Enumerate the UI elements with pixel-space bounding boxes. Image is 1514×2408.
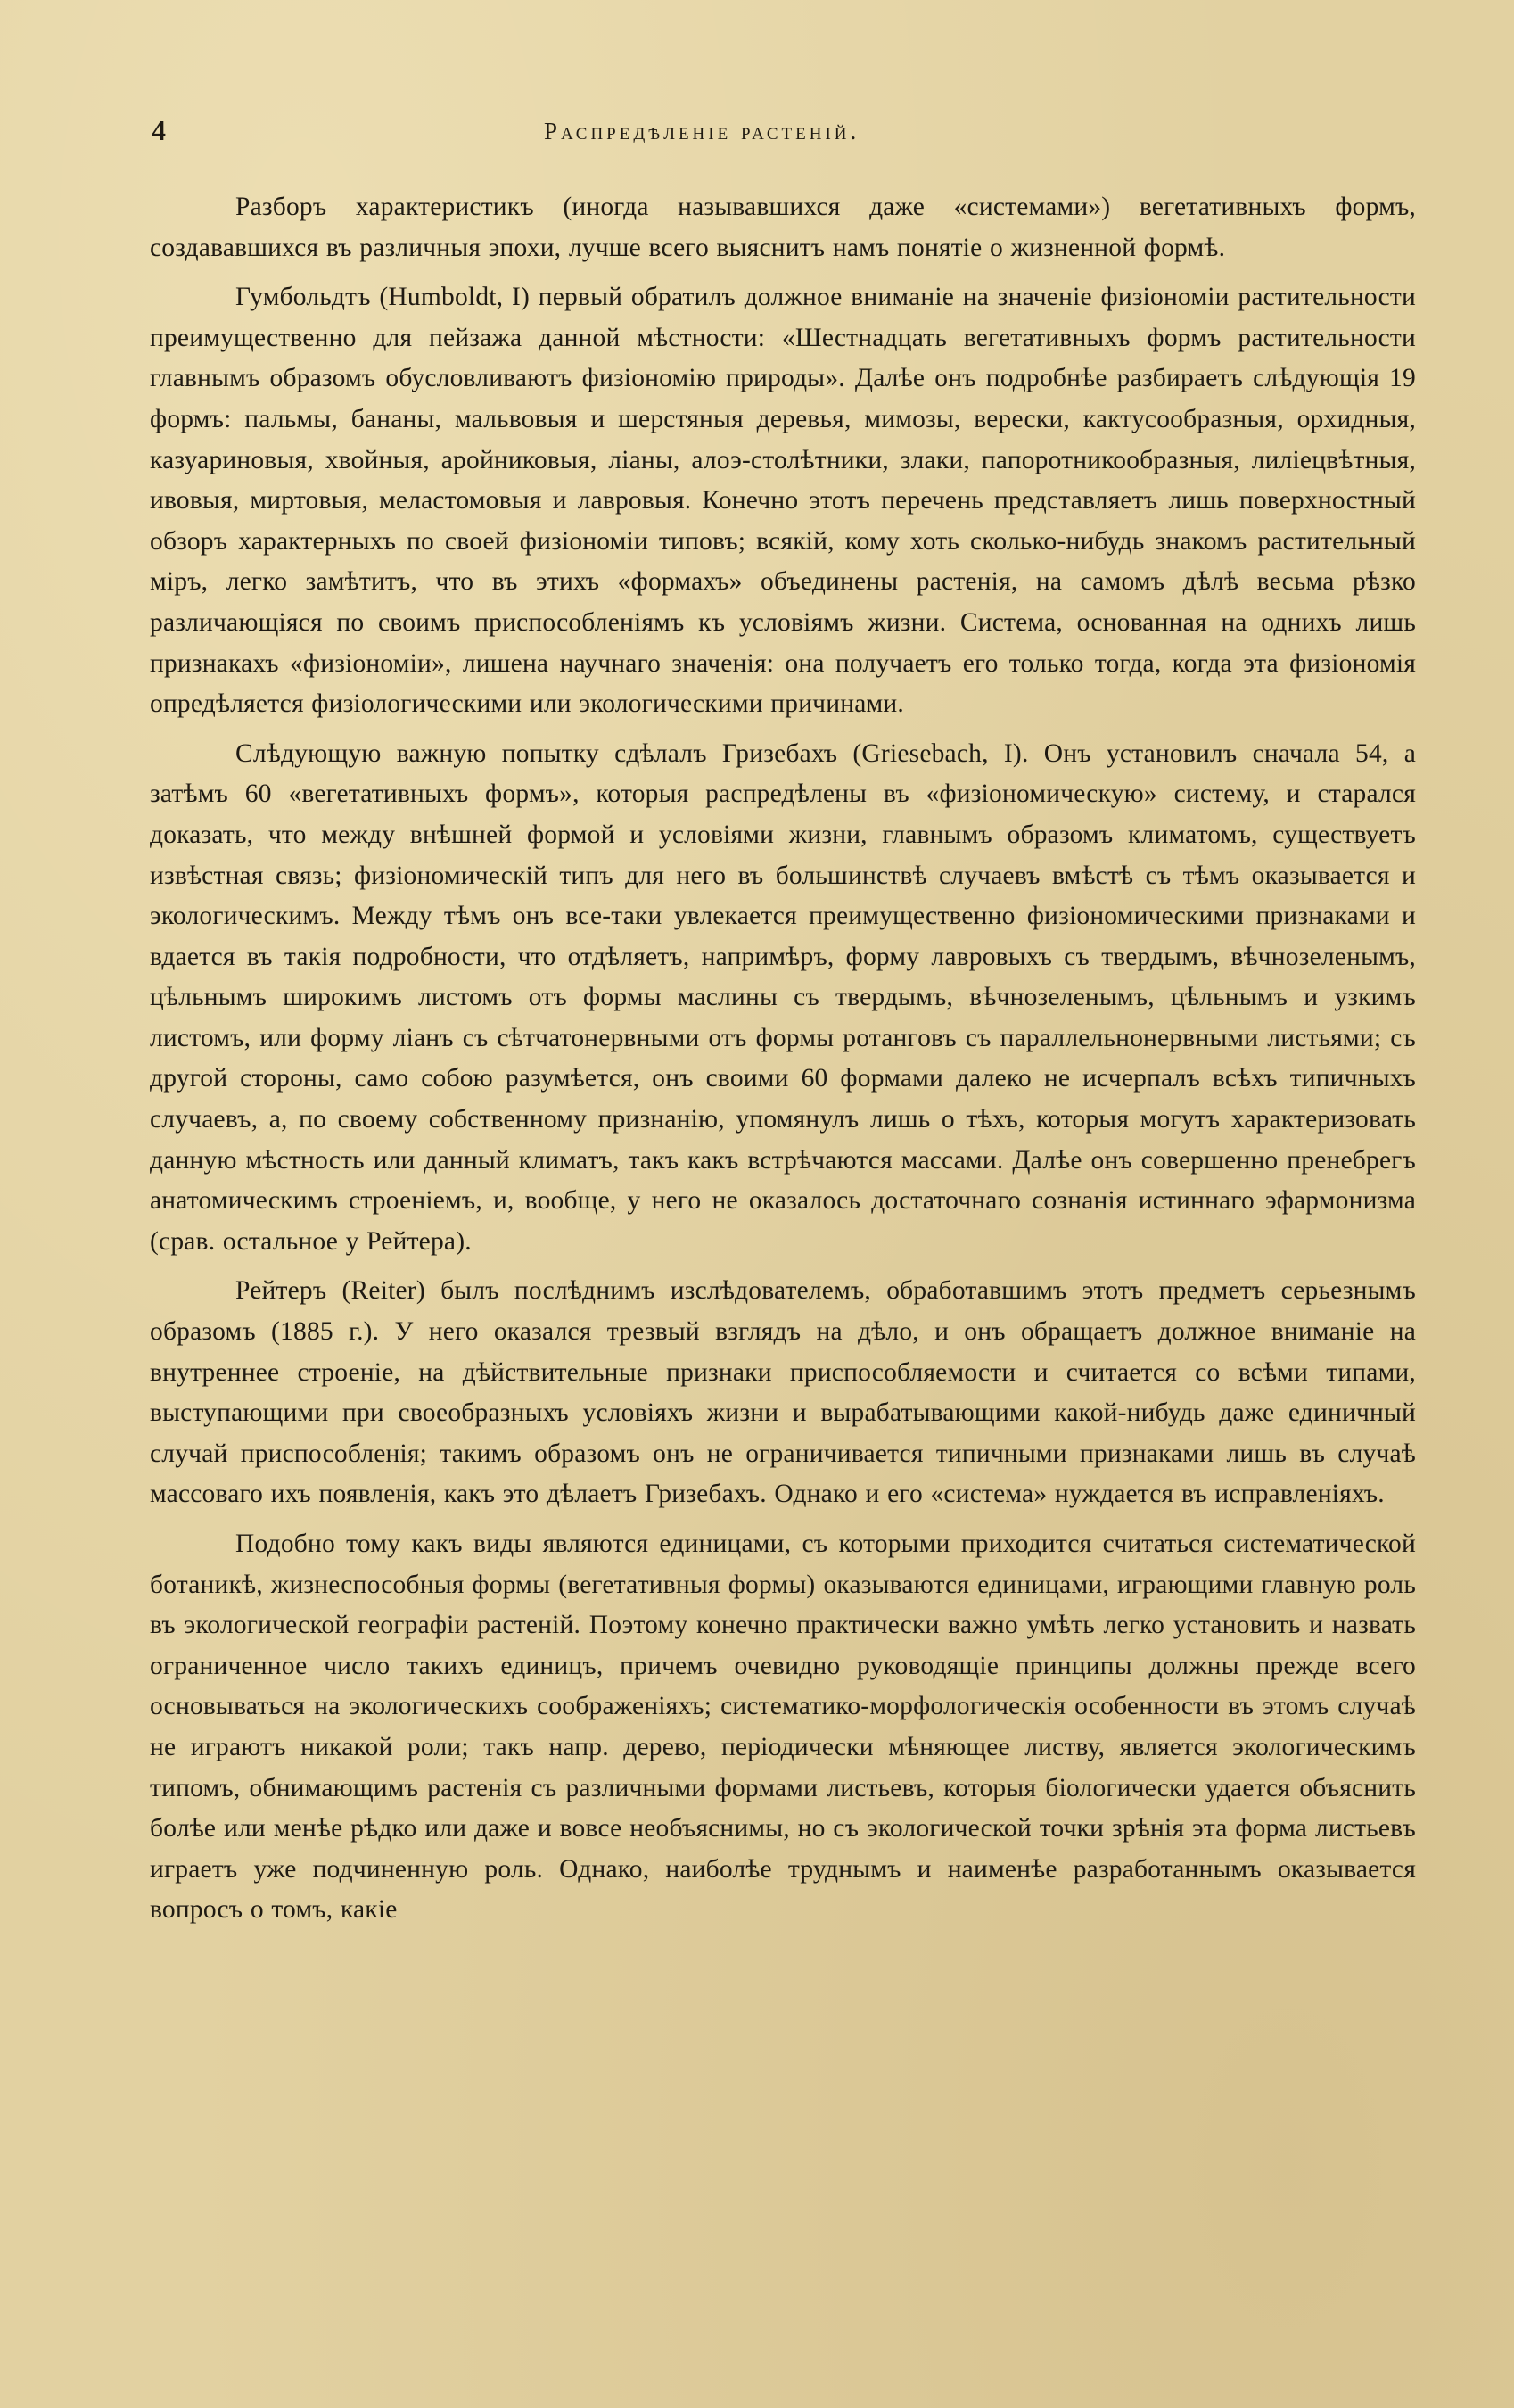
body-text — [150, 187, 1416, 1934]
paragraph: Гумбольдтъ (Humboldt, I) первый обратилъ должное вниманіе на значеніе физіономіи растительности преимущественно для пейзажа данной мѣстности: «Шестнадцать вегетативныхъ формъ растительности главнымъ образомъ обусловливаютъ физіономію природы». Далѣе онъ подробнѣе разбираетъ слѣдующія 19 формъ: пальмы, бананы, мальвовыя и шерстяныя деревья, мимозы, верески, кактусообразныя, орхидныя, казуариновыя, хвойныя, аройниковыя, ліаны, алоэ-столѣтники, злаки, папоротникообразныя, лиліецвѣтныя, ивовыя, миртовыя, меластомовыя и лавровыя. Конечно этотъ перечень представляетъ лишь поверхностный обзоръ характерныхъ по своей физіономіи типовъ; всякій, кому хоть сколько-нибудь знакомъ растительный міръ, легко замѣтитъ, что въ этихъ «формахъ» объединены растенія, на самомъ дѣлѣ весьма рѣзко различающіяся по своимъ приспособленіямъ къ условіямъ жизни. Система, основанная на однихъ лишь признакахъ «физіономіи», лишена научнаго значенія: она получаетъ его только тогда, когда эта физіономія опредѣляется физіологическими или экологическими причинами. — [150, 283, 1416, 719]
paragraph: Рейтеръ (Reiter) былъ послѣднимъ изслѣдователемъ, обработавшимъ этотъ предметъ серьезнымъ образомъ (1885 г.). У него оказался трезвый взглядъ на дѣло, и онъ обращаетъ должное вниманіе на внутреннее строеніе, на дѣйствительные признаки приспособляемости и считается со всѣми типами, выступающими при своеобразныхъ условіяхъ жизни и вырабатывающими какой-нибудь даже единичный случай приспособленія; такимъ образомъ онъ не ограничивается типичными признаками лишь въ случаѣ массоваго ихъ появленія, какъ это дѣлаетъ Гризебахъ. Однако и его «система» нуждается въ исправленіяхъ. — [150, 1276, 1416, 1509]
page-number: 4 — [152, 114, 166, 146]
running-title: Распредѣленіе растеній. — [544, 118, 860, 144]
paragraph: Разборъ характеристикъ (иногда называвшихся даже «системами») вегетативныхъ формъ, создававшихся въ различныя эпохи, лучше всего выяснитъ намъ понятіе о жизненной формѣ. — [150, 193, 1416, 262]
paragraph: Подобно тому какъ виды являются единицами, съ которыми приходится считаться систематической ботаникѣ, жизнеспособныя формы (вегетативныя формы) оказываются единицами, играющими главную роль въ экологической географіи растеній. Поэтому конечно практически важно умѣть легко установить и назвать ограниченное число такихъ единицъ, причемъ очевидно руководящіе принципы должны прежде всего основываться на экологическихъ соображеніяхъ; систематико-морфологическія особенности въ этомъ случаѣ не играютъ никакой роли; такъ напр. дерево, періодически мѣняющее листву, является экологическимъ типомъ, обнимающимъ растенія съ различными формами листьевъ, которыя біологически удается объяснить болѣе или менѣе рѣдко или даже и вовсе необъяснимы, но съ экологической точки зрѣнія эта форма листьевъ играетъ уже подчиненную роль. Однако, наиболѣе труднымъ и наименѣе разработаннымъ оказывается вопросъ о томъ, какіе — [150, 1530, 1416, 1925]
paragraph: Слѣдующую важную попытку сдѣлалъ Гризебахъ (Griesebach, I). Онъ установилъ сначала 54, а затѣмъ 60 «вегетативныхъ формъ», которыя распредѣлены въ «физіономическую» систему, и старался доказать, что между внѣшней формой и условіями жизни, главнымъ образомъ климатомъ, существуетъ извѣстная связь; физіономическій типъ для него въ большинствѣ случаевъ вмѣстѣ съ тѣмъ оказывается и экологическимъ. Между тѣмъ онъ все-таки увлекается преимущественно физіономическими признаками и вдается въ такія подробности, что отдѣляетъ, напримѣръ, форму лавровыхъ съ твердымъ, вѣчнозеленымъ, цѣльнымъ широкимъ листомъ отъ формы маслины съ твердымъ, вѣчнозеленымъ, цѣльнымъ и узкимъ листомъ, или форму ліанъ съ сѣтчатонервными отъ формы ротанговъ съ параллельнонервными листьями; съ другой стороны, само собою разумѣется, онъ своими 60 формами далеко не исчерпалъ всѣхъ типичныхъ случаевъ, а, по своему собственному признанію, упомянулъ лишь о тѣхъ, которыя могутъ характеризовать данную мѣстность или данный климатъ, такъ какъ встрѣчаются массами. Далѣе онъ совершенно пренебрегъ анатомическимъ строеніемъ, и, вообще, у него не оказалось достаточнаго сознанія истиннаго эфармонизма (срав. остальное у Рейтера). — [150, 738, 1416, 1256]
page-header — [152, 114, 1418, 150]
